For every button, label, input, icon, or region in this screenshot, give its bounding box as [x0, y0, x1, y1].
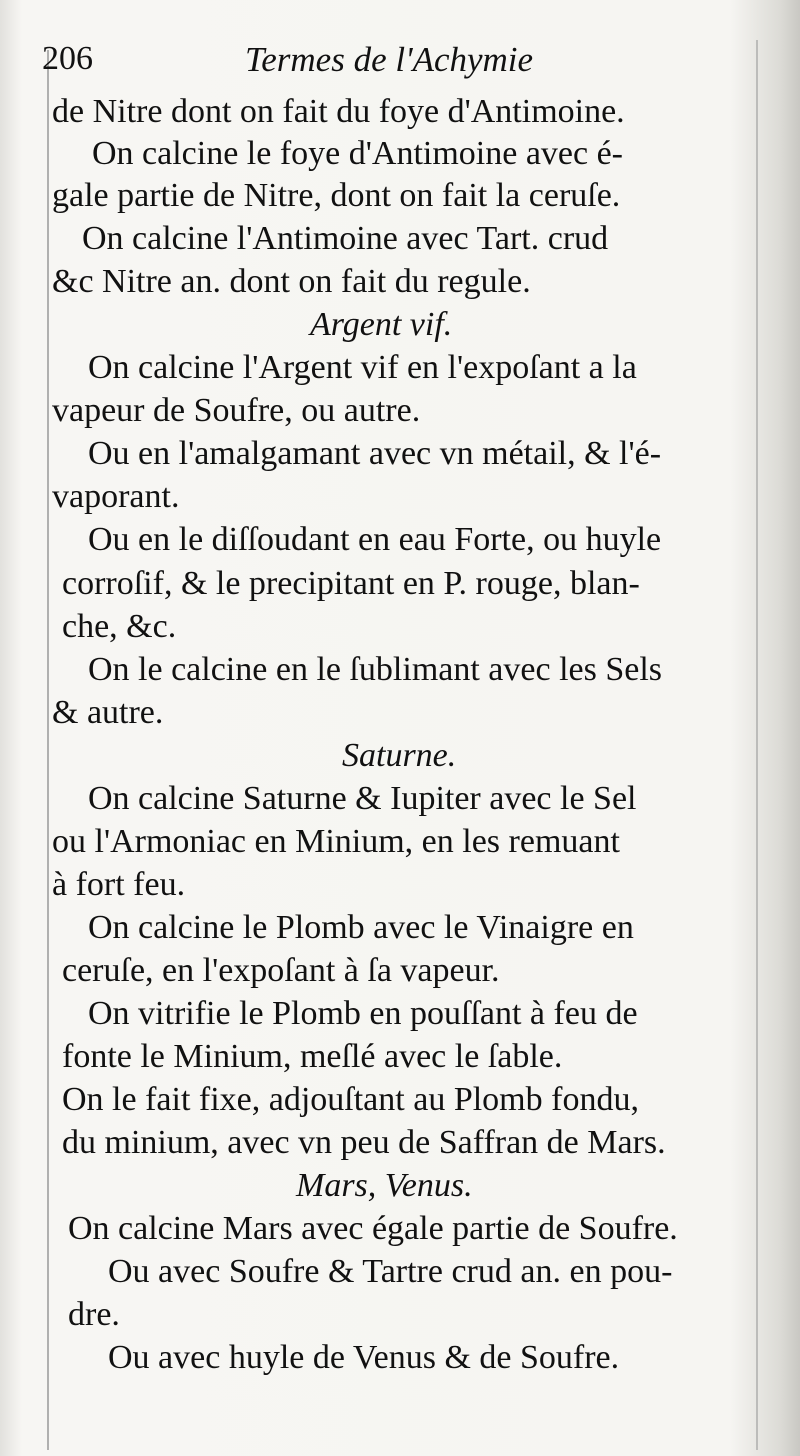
text-line: du minium, avec vn peu de Saffran de Mars. — [62, 1124, 666, 1161]
text-line: Ou en l'amalgamant avec vn métail, & l'é- — [88, 435, 662, 472]
page-header — [40, 38, 760, 90]
text-line: ou l'Armoniac en Minium, en les remuant — [52, 823, 620, 860]
text-line: Ou en le diſſoudant en eau Forte, ou huyle — [88, 521, 662, 558]
text-line: à fort feu. — [52, 866, 186, 903]
text-line: Ou avec Soufre & Tartre crud an. en pou- — [108, 1253, 673, 1290]
text-line: On le calcine en le ſublimant avec les Sels — [88, 651, 663, 688]
text-line: &c Nitre an. dont on fait du regule. — [52, 263, 531, 300]
section-heading-saturne: Saturne. — [342, 737, 457, 774]
text-line: On calcine le foye d'Antimoine avec é- — [92, 135, 624, 172]
text-line: On calcine l'Argent vif en l'expoſant a la — [88, 349, 637, 386]
text-line: vaporant. — [52, 478, 180, 515]
text-line: On calcine Mars avec égale partie de Soufre. — [68, 1210, 678, 1247]
text-line: On le fait fixe, adjouſtant au Plomb fondu, — [62, 1081, 639, 1118]
section-heading-argent-vif: Argent vif. — [310, 306, 453, 343]
section-heading-mars-venus: Mars, Venus. — [296, 1167, 473, 1204]
text-line: On calcine le Plomb avec le Vinaigre en — [88, 909, 634, 946]
text-line: On vitrifie le Plomb en pouſſant à feu de — [88, 995, 638, 1032]
text-line: Ou avec huyle de Venus & de Soufre. — [108, 1339, 620, 1376]
text-line: de Nitre dont on fait du foye d'Antimoine. — [52, 93, 625, 130]
text-line: dre. — [68, 1296, 120, 1333]
text-line: fonte le Minium, meſlé avec le ſable. — [62, 1038, 563, 1075]
page-number: 206 — [42, 40, 93, 77]
text-line: On calcine Saturne & Iupiter avec le Sel — [88, 780, 637, 817]
text-line: gale partie de Nitre, dont on fait la ceruſe. — [52, 177, 621, 214]
text-line: & autre. — [52, 694, 164, 731]
text-line: vapeur de Soufre, ou autre. — [52, 392, 421, 429]
running-title: Termes de l'Achymie — [245, 40, 534, 79]
text-line: corroſif, & le precipitant en P. rouge, blan- — [62, 565, 640, 602]
text-line: ceruſe, en l'expoſant à ſa vapeur. — [62, 952, 500, 989]
text-line: On calcine l'Antimoine avec Tart. crud — [82, 220, 609, 257]
text-line: che, &c. — [62, 608, 177, 645]
left-margin-rule — [47, 50, 49, 1450]
